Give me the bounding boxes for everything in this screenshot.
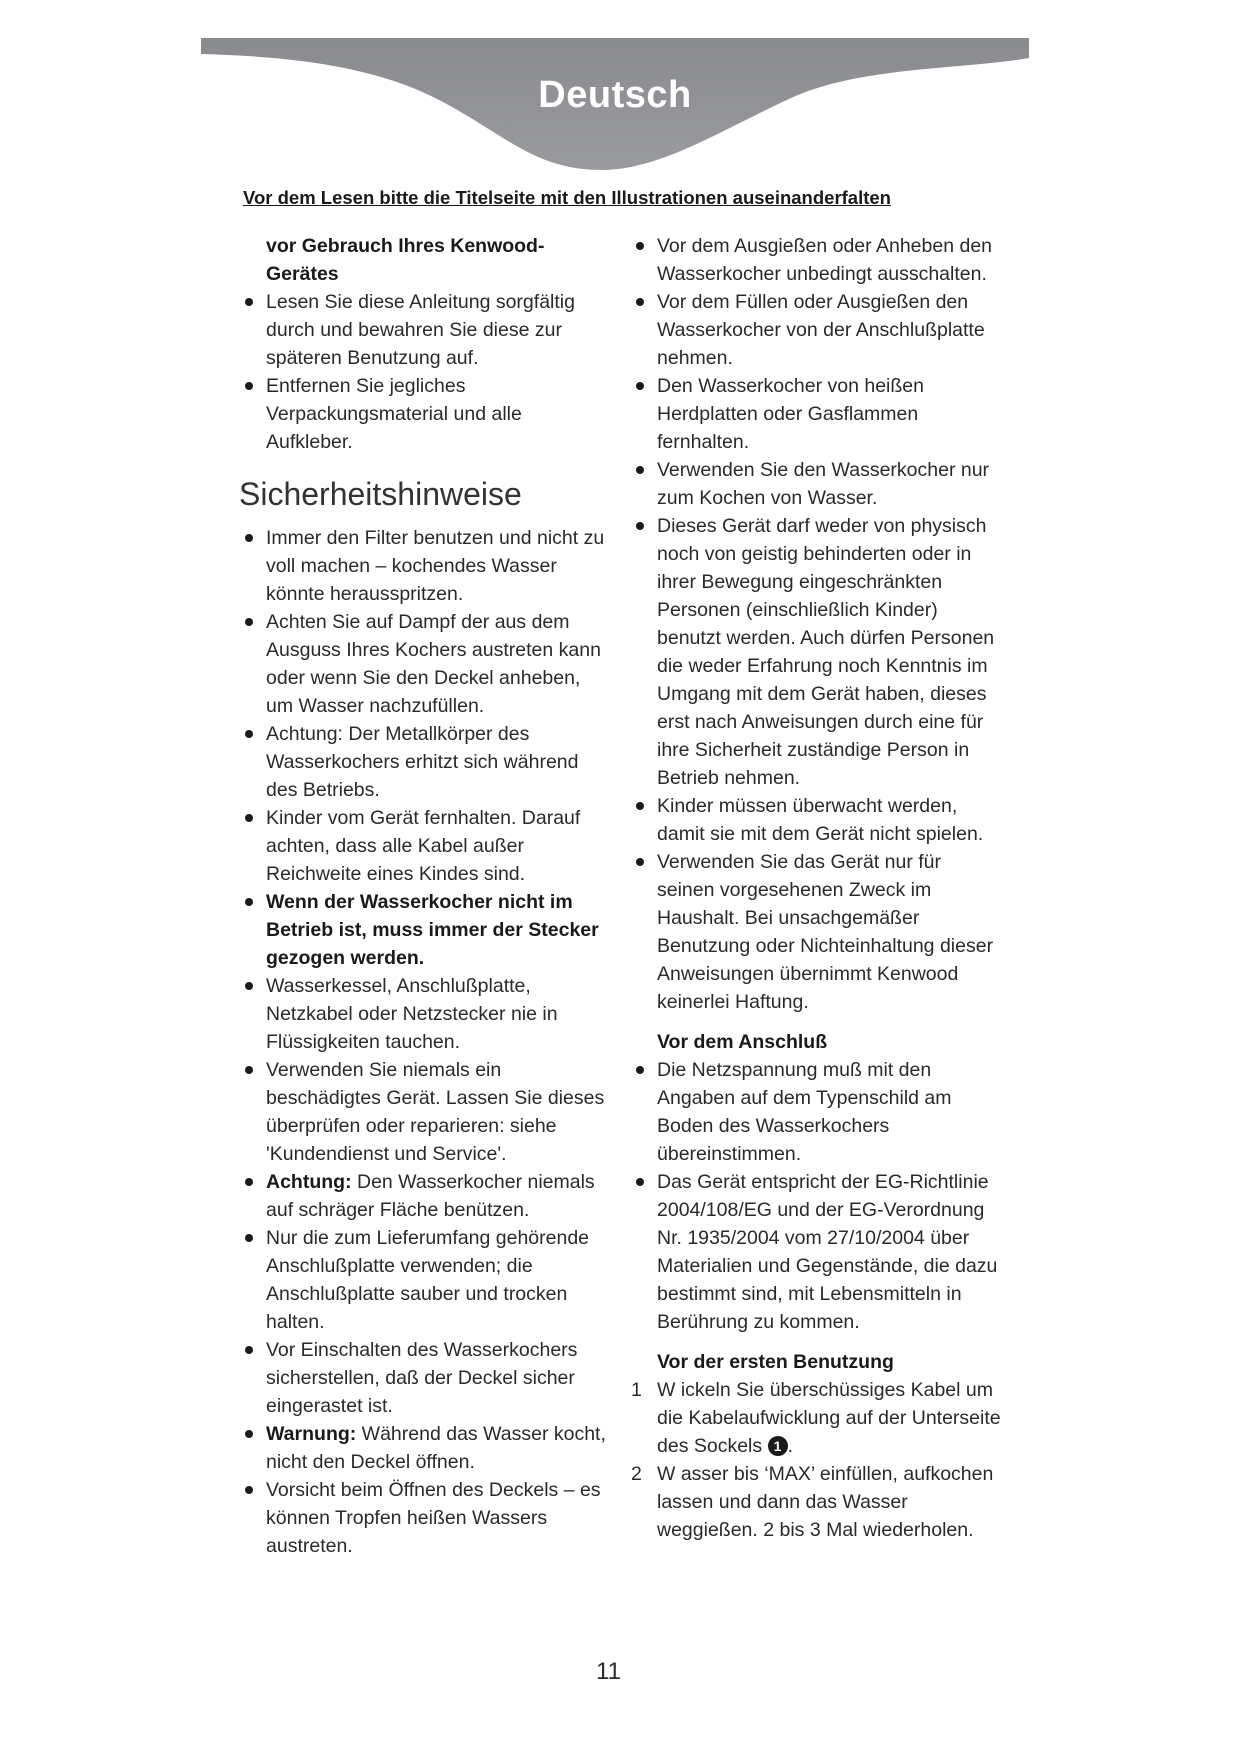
list-item: Verwenden Sie den Wasserkocher nur zum Kochen von Wasser. [631,456,1001,512]
step-number: 1 [631,1379,642,1401]
list-item-emphasis: Wenn der Wasserkocher nicht im Betrieb ist, muss immer der Stecker gezogen werden. [240,888,610,972]
list-item: Vor dem Ausgießen oder Anheben den Wasserkocher unbedingt ausschalten. [631,232,1001,288]
page-number: 11 [596,1658,621,1685]
safety-list-continued [631,232,1001,1016]
list-item: Vor dem Füllen oder Ausgießen den Wasserkocher von der Anschlußplatte nehmen. [631,288,1001,372]
safety-list [240,524,610,1560]
header-title: Deutsch [538,74,692,116]
list-item: Verwenden Sie niemals ein beschädigtes Gerät. Lassen Sie dieses überprüfen oder reparieren: siehe 'Kundendienst und Service'. [240,1056,610,1168]
list-item: Das Gerät entspricht der EG-Richtlinie 2004/108/EG und der EG-Verordnung Nr. 1935/2004 vom 27/10/2004 über Materialien und Gegenstände, die dazu bestimmt sind, mit Lebensmitteln in Berührung zu kommen. [631,1168,1001,1336]
fold-out-notice: Vor dem Lesen bitte die Titelseite mit den Illustrationen auseinanderfalten [243,187,891,208]
list-item: Achten Sie auf Dampf der aus dem Ausguss Ihres Kochers austreten kann oder wenn Sie den Deckel anheben, um Wasser nachzufüllen. [240,608,610,720]
item-text: Während das Wasser kocht, nicht den Deckel öffnen. [266,1423,606,1473]
list-item: Achtung: Der Metallkörper des Wasserkochers erhitzt sich während des Betriebs. [240,720,610,804]
first-use-steps [631,1376,1001,1544]
step-number: 2 [631,1463,642,1485]
before-use-list [240,288,610,456]
item-lead: Warnung: [266,1423,357,1445]
list-item: Vor Einschalten des Wasserkochers sicherstellen, daß der Deckel sicher eingerastet ist. [240,1336,610,1420]
list-item: Lesen Sie diese Anleitung sorgfältig durch und bewahren Sie diese zur späteren Benutzung auf. [240,288,610,372]
step-item [631,1460,1001,1544]
list-item: Verwenden Sie das Gerät nur für seinen vorgesehenen Zweck im Haushalt. Bei unsachgemäßer Benutzung oder Nichteinhaltung dieser Anweisungen übernimmt Kenwood keinerlei Haftung. [631,848,1001,1016]
figure-reference-icon: 1 [768,1436,788,1456]
step-text: W asser bis ‘MAX’ einfüllen, aufkochen lassen und dann das Wasser weggießen. 2 bis 3 Mal wiederholen. [657,1463,994,1541]
item-lead: Achtung: [266,1171,352,1193]
before-use-heading: vor Gebrauch Ihres Kenwood-Gerätes [266,235,545,285]
list-item [240,1420,610,1476]
before-connect-heading: Vor dem Anschluß [657,1031,828,1053]
before-connect-list [631,1056,1001,1336]
list-item: Die Netzspannung muß mit den Angaben auf dem Typenschild am Boden des Wasserkochers übereinstimmen. [631,1056,1001,1168]
step-item [631,1376,1001,1460]
list-item [240,1168,610,1224]
list-item: Immer den Filter benutzen und nicht zu voll machen – kochendes Wasser könnte herausspritzen. [240,524,610,608]
list-item: Den Wasserkocher von heißen Herdplatten oder Gasflammen fernhalten. [631,372,1001,456]
header-band [201,38,1029,178]
list-item: Kinder müssen überwacht werden, damit sie mit dem Gerät nicht spielen. [631,792,1001,848]
item-text: Den Wasserkocher niemals auf schräger Fläche benützen. [266,1171,595,1221]
first-use-heading: Vor der ersten Benutzung [657,1351,894,1373]
list-item: Dieses Gerät darf weder von physisch noch von geistig behinderten oder in ihrer Bewegung eingeschränkten Personen (einschließlich Kinder) benutzt werden. Auch dürfen Personen die weder Erfahrung noch Kenntnis im Umgang mit dem Gerät haben, dieses erst nach Anweisungen durch eine für ihre Sicherheit zuständige Person in Betrieb nehmen. [631,512,1001,792]
left-column [240,232,610,1560]
step-text-end: . [787,1435,793,1457]
list-item: Kinder vom Gerät fernhalten. Darauf achten, dass alle Kabel außer Reichweite eines Kindes sind. [240,804,610,888]
step-text: W ickeln Sie überschüssiges Kabel um die Kabelaufwicklung auf der Unterseite des Sockels [657,1379,1001,1457]
list-item: Wasserkessel, Anschlußplatte, Netzkabel oder Netzstecker nie in Flüssigkeiten tauchen. [240,972,610,1056]
list-item: Entfernen Sie jegliches Verpackungsmaterial und alle Aufkleber. [240,372,610,456]
list-item: Nur die zum Lieferumfang gehörende Anschlußplatte verwenden; die Anschlußplatte sauber und trocken halten. [240,1224,610,1336]
safety-heading: Sicherheitshinweise [239,476,522,512]
list-item: Vorsicht beim Öffnen des Deckels – es können Tropfen heißen Wassers austreten. [240,1476,610,1560]
right-column [631,232,1001,1544]
